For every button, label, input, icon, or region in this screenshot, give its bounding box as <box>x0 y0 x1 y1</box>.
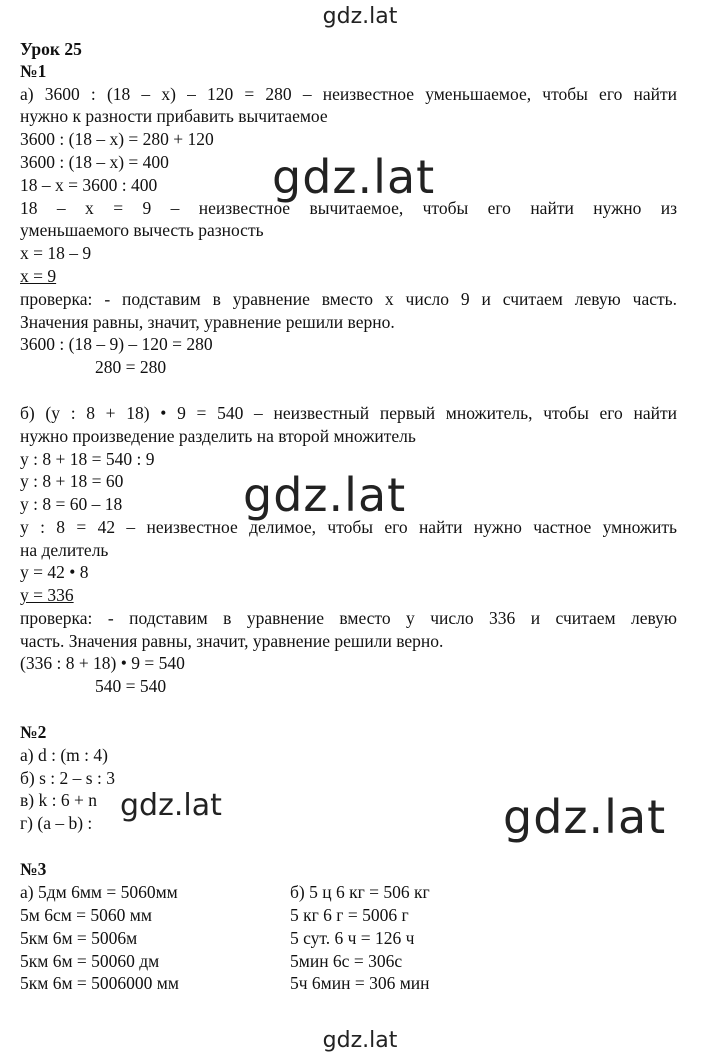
task1-line: 280 = 280 <box>95 357 167 377</box>
task2-line: в) k : 6 + n <box>20 790 97 810</box>
watermark: gdz.lat <box>503 790 667 844</box>
task3-right-line: 5 кг 6 г = 5006 г <box>290 905 409 925</box>
task1-line: x = 18 – 9 <box>20 243 92 263</box>
task1-line: 3600 : (18 – x) = 280 + 120 <box>20 129 214 149</box>
task3-heading: №3 <box>20 859 47 879</box>
task1-line: уменьшаемого вычесть разность <box>20 220 264 240</box>
task3-left-line: 5м 6см = 5060 мм <box>20 905 152 925</box>
task1-line: а) 3600 : (18 – x) – 120 = 280 – неизвестное уменьшаемое, чтобы его найти <box>20 84 677 104</box>
watermark: gdz.lat <box>272 150 436 204</box>
task2-heading: №2 <box>20 722 47 742</box>
task3-right-line: 5ч 6мин = 306 мин <box>290 973 430 993</box>
task1-line: часть. Значения равны, значит, уравнение решили верно. <box>20 631 444 651</box>
task1-line: 18 – x = 9 – неизвестное вычитаемое, чтобы его найти нужно из <box>20 198 677 218</box>
task1-line: y : 8 + 18 = 540 : 9 <box>20 449 155 469</box>
watermark: gdz.lat <box>120 788 222 823</box>
watermark: gdz.lat <box>243 468 407 522</box>
watermark-bottom: gdz.lat <box>322 1028 398 1053</box>
task2-line: а) d : (m : 4) <box>20 745 108 765</box>
task1-line: y : 8 = 42 – неизвестное делимое, чтобы его найти нужно частное умножить <box>20 517 677 537</box>
task1-line: y : 8 + 18 = 60 <box>20 471 124 491</box>
task3-right-line: 5 сут. 6 ч = 126 ч <box>290 928 415 948</box>
task2-line: б) s : 2 – s : 3 <box>20 768 115 788</box>
task1-line: нужно произведение разделить на второй множитель <box>20 426 416 446</box>
task1-line: (336 : 8 + 18) • 9 = 540 <box>20 653 185 673</box>
task1-line: проверка: - подставим в уравнение вместо x число 9 и считаем левую часть. <box>20 289 677 309</box>
task1-line: нужно к разности прибавить вычитаемое <box>20 106 328 126</box>
task1-line: проверка: - подставим в уравнение вместо y число 336 и считаем левую <box>20 608 677 628</box>
task1-line: 3600 : (18 – x) = 400 <box>20 152 169 172</box>
task3-left-line: 5км 6м = 5006000 мм <box>20 973 179 993</box>
task1-line: б) (y : 8 + 18) • 9 = 540 – неизвестный первый множитель, чтобы его найти <box>20 403 677 423</box>
task1-line: 3600 : (18 – 9) – 120 = 280 <box>20 334 213 354</box>
task1-answer: y = 336 <box>20 585 74 605</box>
task1-line: y = 42 • 8 <box>20 562 89 582</box>
task1-line: y : 8 = 60 – 18 <box>20 494 123 514</box>
task1-line: Значения равны, значит, уравнение решили верно. <box>20 312 395 332</box>
task1-line: 540 = 540 <box>95 676 167 696</box>
task1-line: 18 – x = 3600 : 400 <box>20 175 158 195</box>
task3-right-line: б) 5 ц 6 кг = 506 кг <box>290 882 430 902</box>
task2-line: г) (a – b) : <box>20 813 93 833</box>
watermark-top: gdz.lat <box>322 4 398 29</box>
task1-line: на делитель <box>20 540 109 560</box>
task3-right-line: 5мин 6с = 306с <box>290 951 403 971</box>
task3-left-line: 5км 6м = 5006м <box>20 928 138 948</box>
task3-left-line: а) 5дм 6мм = 5060мм <box>20 882 178 902</box>
lesson-title: Урок 25 <box>20 39 82 59</box>
task1-answer: x = 9 <box>20 266 57 286</box>
task1-heading: №1 <box>20 61 47 81</box>
task3-left-line: 5км 6м = 50060 дм <box>20 951 160 971</box>
